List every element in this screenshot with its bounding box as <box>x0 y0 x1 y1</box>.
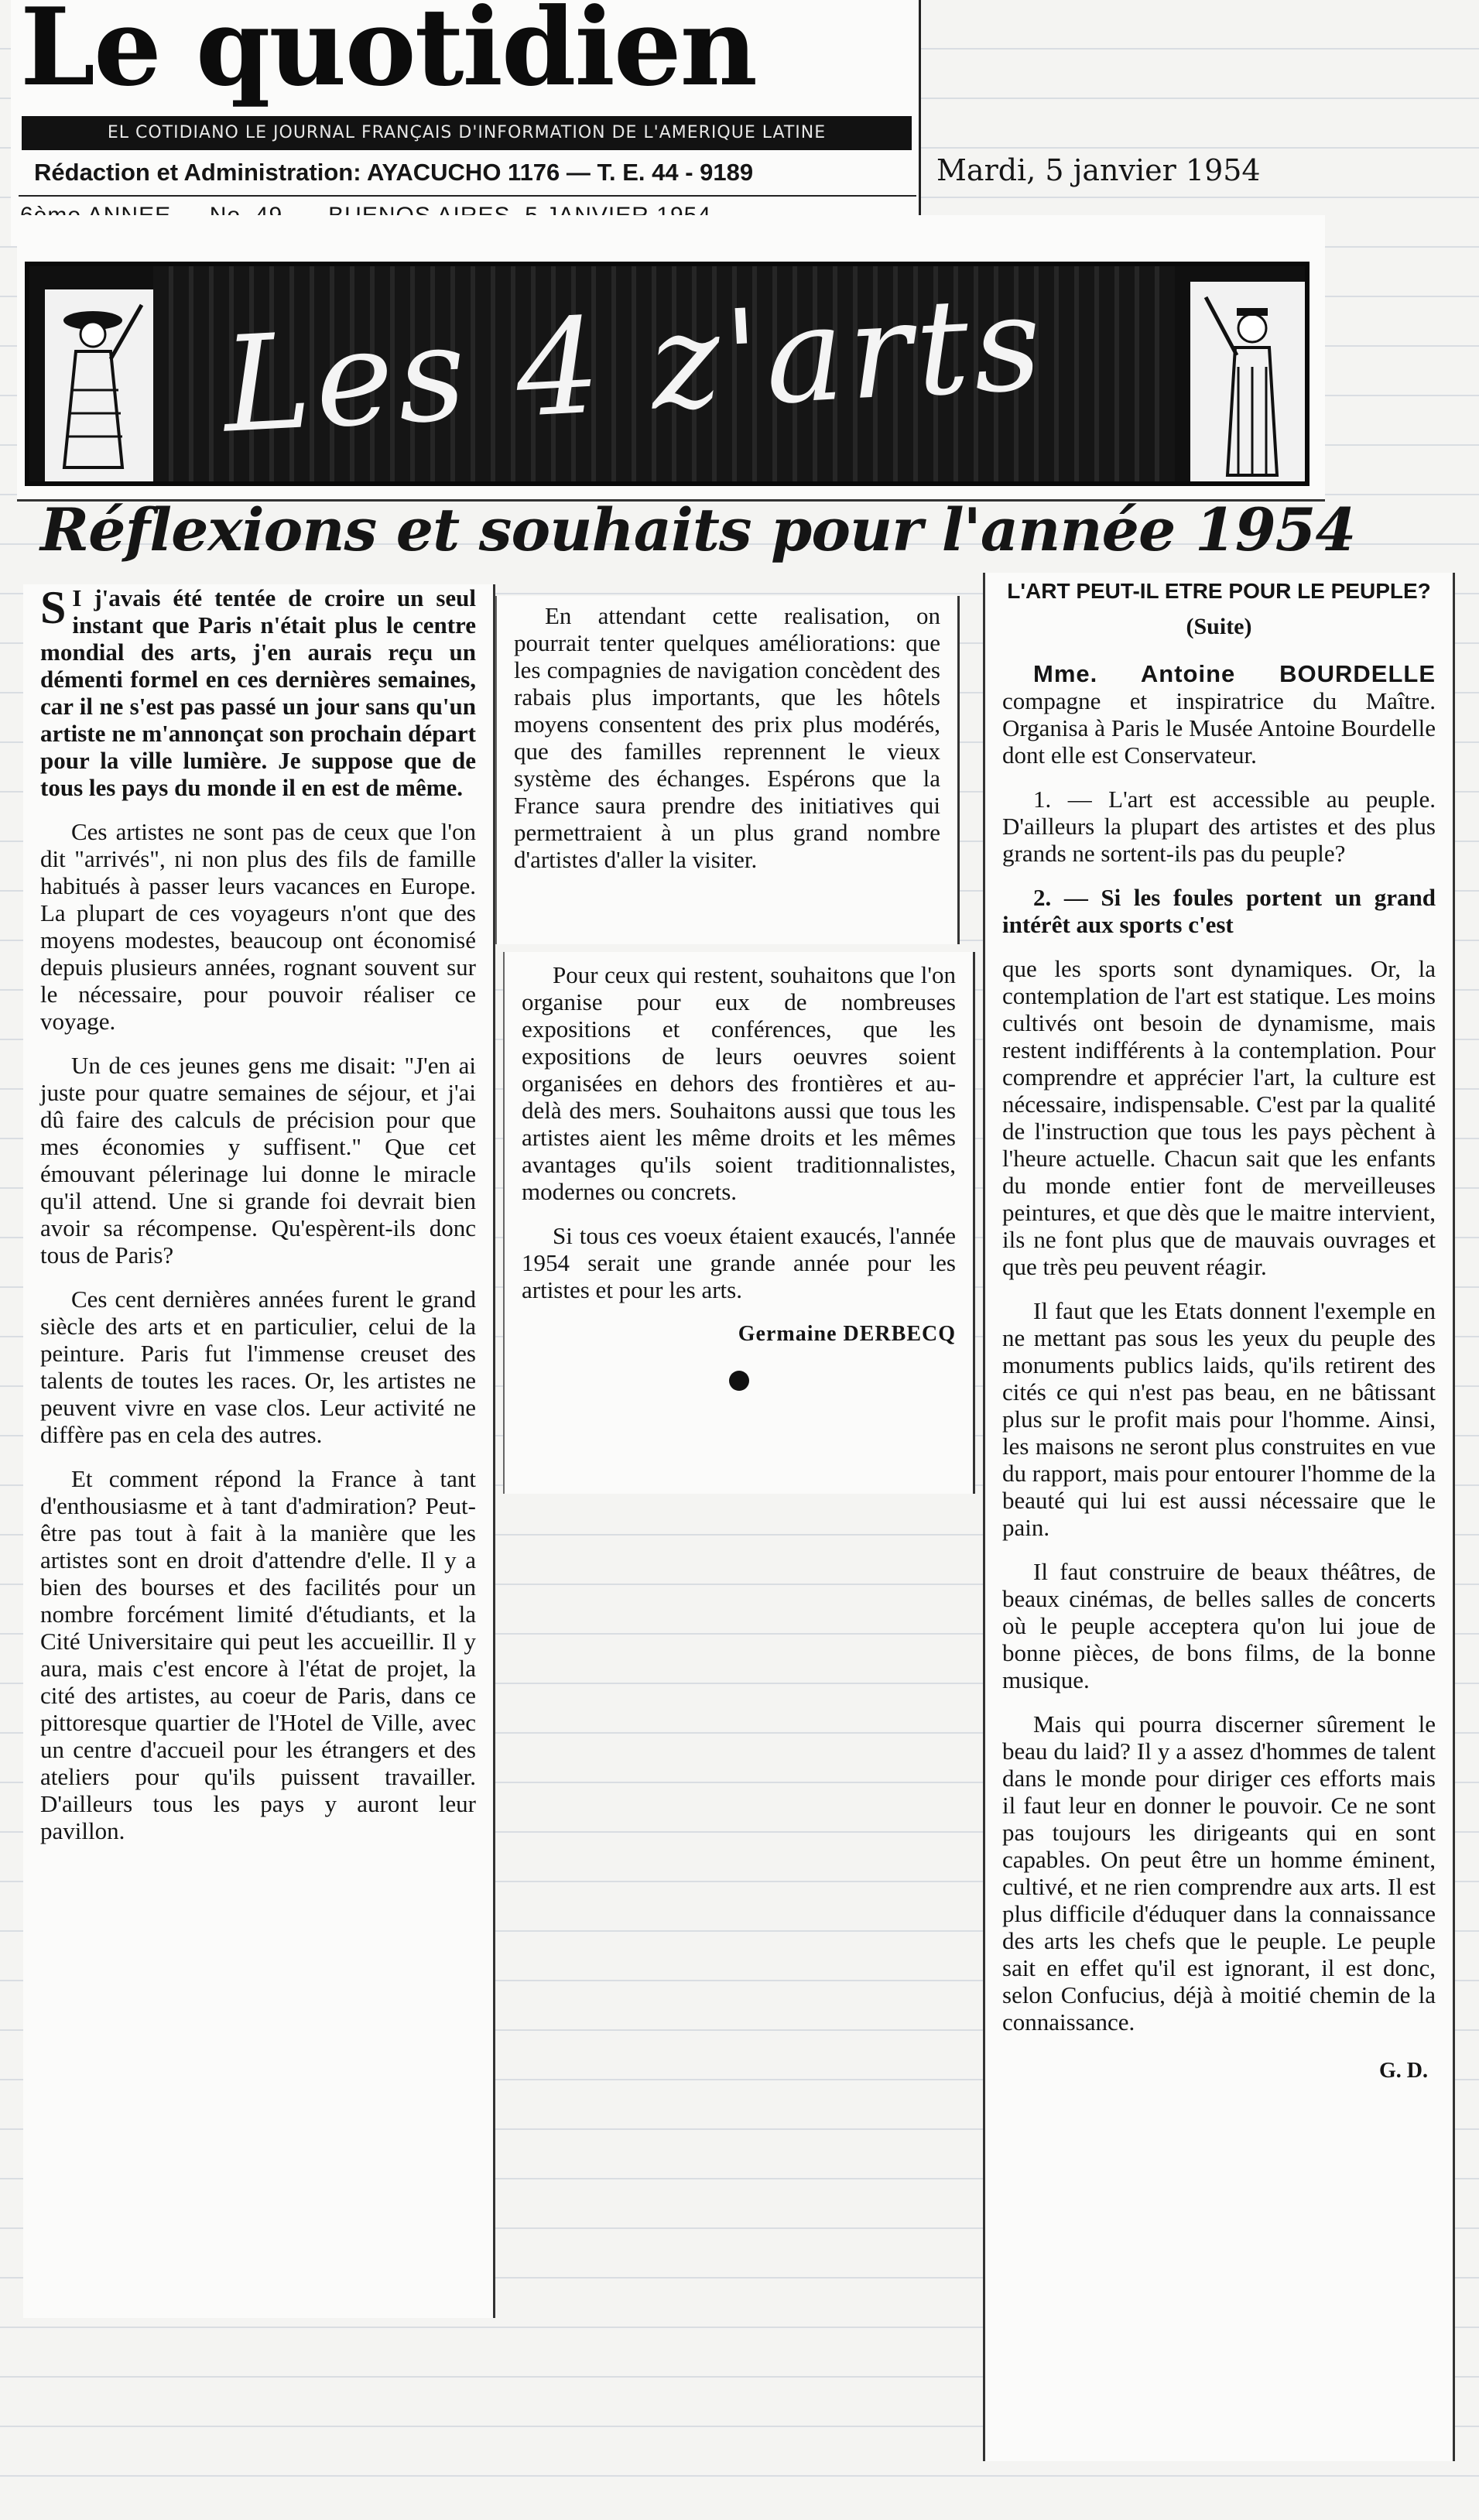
author-signature: Germaine DERBECQ <box>738 1322 956 1346</box>
paragraph: Si tous ces voeux étaient exaucés, l'année 1954 serait une grande année pour les artistes et pour les arts. <box>522 1222 956 1303</box>
masthead <box>11 0 921 246</box>
paragraph: Mais qui pourra discerner sûrement le beau du laid? Il y a assez d'hommes de talent dans le monde pour diriger ces efforts mais il faut leur en donner le pouvoir. Ce ne sont pas toujours les dirigeants qui en sont capables. On peut être un homme éminent, cultivé, et ne rien comprendre aux arts. Il est plus difficile d'éduquer dans la connaissance des arts les chefs que le peuple. Le peuple sait en effet qu'il est ignorant, il est donc, selon Confucius, déjà à moitié chemin de la connaissance. <box>1002 1710 1436 2036</box>
woman-painter-figure-icon <box>45 289 153 483</box>
paragraph: Et comment répond la France à tant d'enthousiasme et à tant d'admiration? Peut-être pas tout à fait à la manière que les artistes sont en droit d'attendre d'elle. Il y a bien des bourses et des facilités pour un nombre forcément limité d'étudiants, et la Cité Universitaire qui peut les accueillir. Il y aura, mais c'est encore à l'état de projet, la cité des artistes, au coeur de Paris, dans ce pittoresque quartier de l'Hotel de Ville, avec un centre d'accueil pour les étrangers et des ateliers pour qu'ils puissent travailler. D'ailleurs tous les pays y auront leur pavillon. <box>40 1465 476 1844</box>
paragraph: En attendant cette realisation, on pourrait tenter quelques améliorations: que les compagnies de navigation concèdent des rabais plus importants, que les hôtels moyens consentent des prix plus modérés, que des familles reprennent le vieux système des échanges. Espérons que la France saura prendre des initiatives qui permettraient à un plus grand nombre d'artistes d'aller la visiter. <box>514 602 940 873</box>
article-column-1 <box>23 584 495 2318</box>
answer-1: 1. — L'art est accessible au peuple. D'ailleurs la plupart des artistes et des plus grands ne sortent-ils pas du peuple? <box>1002 786 1436 867</box>
banner-title: Les 4 z'arts <box>219 266 1049 463</box>
issue-date: Mardi, 5 janvier 1954 <box>936 153 1261 187</box>
author-initials: G. D. <box>1379 2059 1428 2083</box>
continued-label: (Suite) <box>1186 614 1252 639</box>
article-column-2-top <box>495 596 960 944</box>
paragraph: Ces artistes ne sont pas de ceux que l'on dit "arrivés", ni non plus des fils de famille habitués à passer leurs vacances en Europe. La plupart de ces voyageurs n'ont que des moyens modestes, beaucoup ont économisé depuis plusieurs années, rognant souvent sur le nécessaire, pour pouvoir réaliser ce voyage. <box>40 818 476 1035</box>
masthead-divider <box>19 195 916 197</box>
article-column-2-bottom <box>503 952 975 1494</box>
date-clipping <box>921 124 1261 193</box>
interviewee-description: compagne et inspiratrice du Maître. Organisa à Paris le Musée Antoine Bourdelle dont elle est Conservateur. <box>1002 687 1436 769</box>
end-mark-icon <box>729 1371 749 1391</box>
paragraph: Pour ceux qui restent, souhaitons que l'on organise pour eux de nombreuses expositions et conférences, que les expositions de leurs oeuvres soient organisées en dehors des frontières et au-delà des mers. Souhaitons aussi que tous les artistes aient les même droits et les mêmes avantages qu'ils soient traditionnalistes, modernes ou concrets. <box>522 961 956 1205</box>
newspaper-title: Le quotidien <box>20 0 756 110</box>
paragraph: que les sports sont dynamiques. Or, la contemplation de l'art est statique. Les moins cultivés ont besoin de dynamisme, mais restent indifférents à la contemplation. Pour comprendre et apprécier l'art, la culture est nécessaire, indispensable. C'est par la qualité de l'instruction que tous les pays pèchent à l'heure actuelle. Chacun sait que les enfants du monde entier font de merveilleuses peintures, et que dès que le maitre intervient, ils ne font plus que de mauvais ouvrages et que très peu peuvent réagir. <box>1002 955 1436 1280</box>
answer-2-start: 2. — Si les foules portent un grand intérêt aux sports c'est <box>1002 884 1436 938</box>
sidebar-article-title: L'ART PEUT-IL ETRE POUR LE PEUPLE? <box>1007 579 1431 603</box>
article-column-3 <box>983 573 1455 2461</box>
newspaper-tagline: EL COTIDIANO LE JOURNAL FRANÇAIS D'INFORMATION DE L'AMERIQUE LATINE <box>22 116 912 150</box>
interviewee-name: Mme. Antoine BOURDELLE <box>1033 660 1436 687</box>
newspaper-address: Rédaction et Administration: AYACUCHO 1176 — T. E. 44 - 9189 <box>34 159 754 186</box>
paragraph: Il faut construire de beaux théâtres, de beaux cinémas, de belles salles de concerts où le peuple acceptera qu'on lui joue de bonne pièces, de bons films, de la bonne musique. <box>1002 1558 1436 1693</box>
paragraph: Ces cent dernières années furent le grand siècle des arts et en particulier, celui de la peinture. Paris fut l'immense creuset des talents de toutes les races. Or, les artistes ne peuvent vivre en vase clos. Leur activité ne diffère pas en cela des autres. <box>40 1286 476 1448</box>
paragraph: Il faut que les Etats donnent l'exemple en ne mettant pas sous les yeux du peuple des monuments publics laids, qu'ils retirent des cités ce qui n'est pas beau, en ne bâtissant plus sur le profit mais pour l'homme. Ainsi, les maisons ne seront plus construites en vue du rapport, mais pour entourer l'homme de la beauté qui lui est aussi nécessaire que le pain. <box>1002 1297 1436 1541</box>
banner-frame <box>25 262 1310 486</box>
article-headline: Réflexions et souhaits pour l'année 1954 <box>40 495 1356 564</box>
interviewee-intro <box>1002 660 1436 769</box>
lead-paragraph <box>40 584 476 801</box>
lead-text: I j'avais été tentée de croire un seul instant que Paris n'était plus le centre mondial des arts, j'en aurais reçu un démenti formel en ces dernières semaines, car il ne s'est pas passé un jour sans qu'un artiste ne m'annonçat son prochain départ pour la ville lumière. Je suppose que de tous les pays du monde il en est de même. <box>40 584 476 801</box>
headline-clipping <box>17 495 1356 580</box>
drop-cap: S <box>40 582 67 633</box>
section-banner <box>17 215 1325 502</box>
paragraph: Un de ces jeunes gens me disait: "J'en ai juste pour quatre semaines de séjour, et j'ai dû faire des calculs de précision pour que mes économies y suffisent." Que cet émouvant pélerinage lui donne le miracle qu'il attend. Une si grande foi devrait bien avoir sa récompense. Qu'espèrent-ils donc tous de Paris? <box>40 1052 476 1269</box>
man-painter-figure-icon <box>1190 282 1306 483</box>
